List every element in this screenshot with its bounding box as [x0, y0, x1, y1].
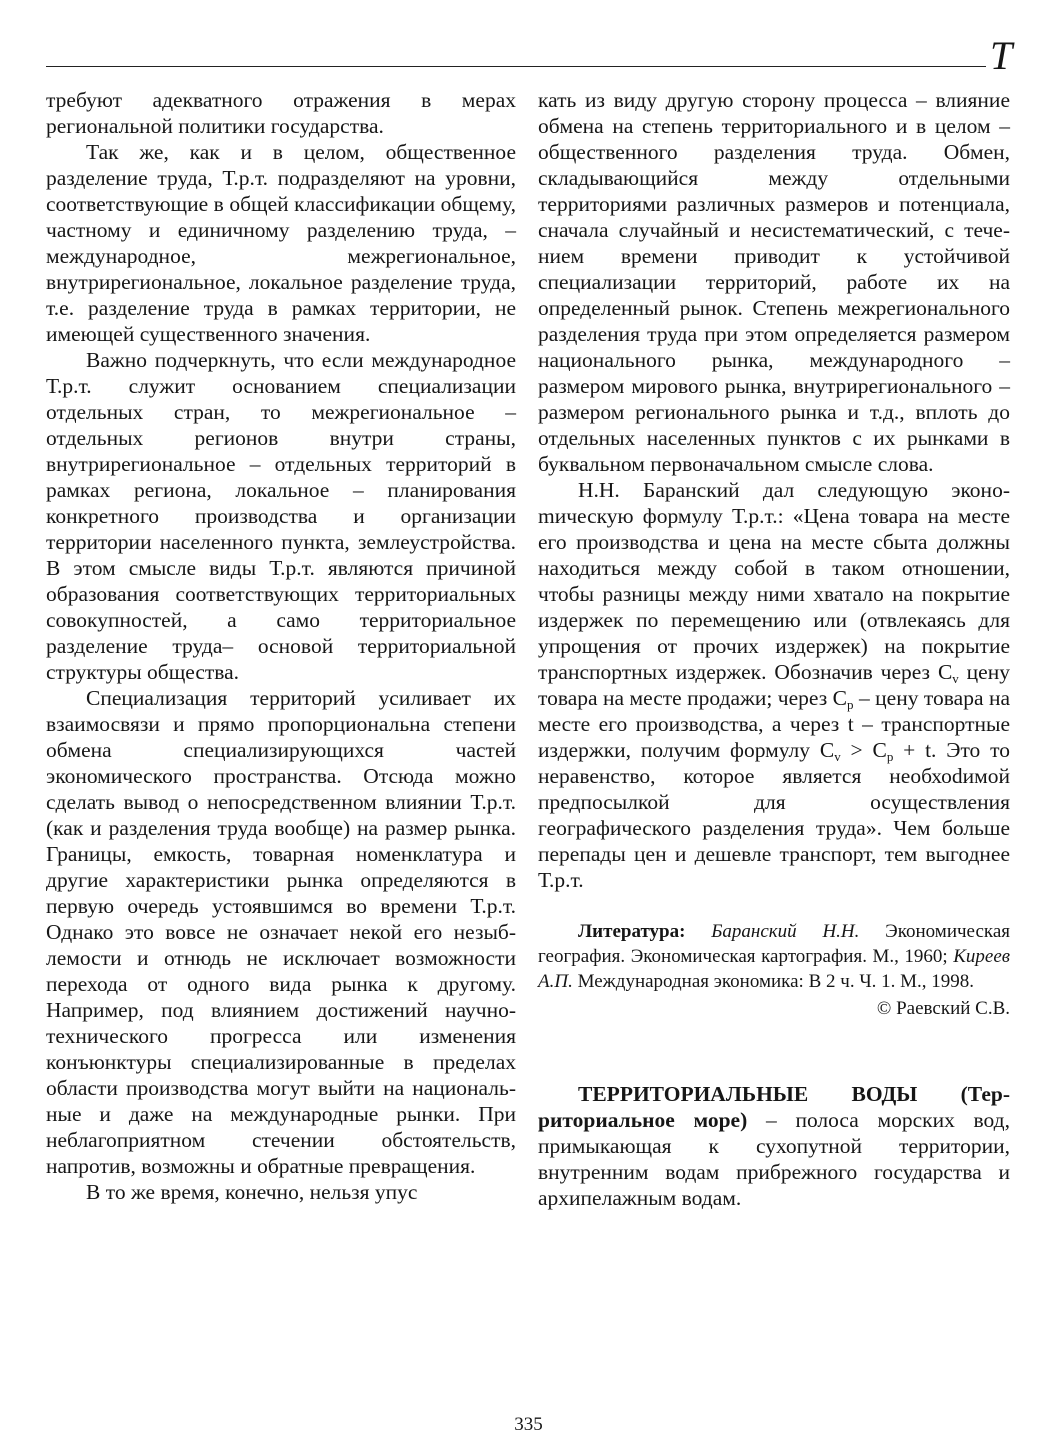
subscript: v: [952, 671, 959, 686]
text-run: > С: [840, 738, 887, 762]
header-rule: [46, 66, 986, 67]
paragraph: В то же время, конечно, нельзя упус: [86, 1180, 418, 1204]
page-number: 335: [514, 1414, 543, 1435]
text-run: + t. Это то неравенство, которое является необхоdимой предпосылкой для осуществления географического разделения труда». Чем больше перепады цен и дешевле транспорт, тем выгоднее Т.р.т.: [538, 738, 1010, 892]
copyright: © Раевский С.В.: [876, 998, 1010, 1019]
formula-paragraph: [538, 477, 1010, 893]
paragraph: Так же, как и в целом, общественное разделение труда, Т.р.т. подразделяют на уровни, соответствующие в общей классификации общему, частному и единичному разделению труда, – международное, межрегиональное, внутрирегиональное, локальное разделение труда, т.е. разделение труда в рамках территории, не имеющей существенного значения.: [46, 140, 516, 346]
subscript: р: [886, 749, 894, 764]
subscript: р: [847, 697, 854, 712]
paragraph: Важно подчеркнуть, что если международное Т.р.т. служит основанием специализации отдельных стран, то межрегиональное – отдельных регионов внутри страны, внутрирегиональное – отдельных территорий в рамках региона, локальное – планирования конкретного производства и организации территории населенного пункта, землеустройства. В этом смысле виды Т.р.т. являются причиной образования соответствующих территориальных совокупностей, а само территориальное разделение труда– основой территориальной структуры общества.: [46, 348, 516, 684]
text-run: Н.Н. Баранский дал следующую эконоmическую формулу Т.р.т.: «Цена товара на месте его производства и цена на месте сбыта должны находиться между собой в таком отношении, чтобы разницы между ними хватало на покрытие издержек по перемещению или (отвлекаясь для упрощения от прочих издержек) на покрытие транспортных издержек. Обозначив через С: [538, 478, 1010, 684]
text-run: цену товара на месте продажи; через С: [538, 660, 1010, 710]
author: Баранский Н.Н.: [711, 921, 860, 942]
work: Экономическая география. Экономическая картография. М., 1960;: [538, 921, 1010, 967]
entry-definition: – полоса морских вод, примыкающая к сухопутной территории, внутренним водам прибрежного государства и архипелажным водам.: [538, 1108, 1010, 1210]
paragraph: требуют адекватного отражения в мерах региональной политики государства.: [46, 88, 516, 138]
literature-label: Литература:: [578, 921, 686, 942]
paragraph: кать из виду другую сторону процесса – влияние обмена на степень территориального и в целом – общественного разделения труда. Обмен, складывающийся между отдельными территориями различных размеров и потенциала, сначала случайный и несистематический, с течением времени приводит к устойчивой специализации территорий, работе их на определенный рынок. Степень межрегионального разделения труда при этом определяется размером национального рынка, международного – размером мирового рынка, внутрирегионального – размером регионального рынка и т.д., вплоть до отдельных населенных пунктов с их рынками в буквальном первоначальном смысле слова.: [538, 88, 1010, 476]
subscript: v: [834, 749, 841, 764]
section-letter: Т: [990, 33, 1013, 78]
literature: [538, 919, 1010, 994]
right-column: [538, 87, 1010, 1211]
work: Международная экономика: В 2 ч. Ч. 1. М., 1998.: [572, 971, 975, 992]
paragraph: Специализация территорий усиливает их взаимосвязи и прямо пропорциональна степени обмена специализирующихся частей экономического пространства. Отсюда можно сделать вывод о непосредственном влиянии Т.р.т. (как и разделения труда вообще) на размер рынка. Границы, емкость, товарная номенклатура и другие характеристики рынка определяются в первую очередь устоявшимся во времени Т.р.т. Однако это вовсе не означает некой его незыблемости и отнюдь не исключает возможности перехода от одного вида рынка к другому. Например, под влиянием достижений научно-технического прогресса или изменения конъюнктуры специализированные в пределах области производства могут выйти на национальные и даже на международные рынки. При неблагоприятном стечении обстоятельств, напротив, возможны и обратные превращения.: [46, 686, 516, 1178]
entry-term: ТЕРРИТОРИАЛЬНЫЕ ВОДЫ (Территориальное море): [538, 1082, 1010, 1132]
author: Киреев А.П.: [538, 946, 1010, 992]
left-column: [46, 87, 516, 1205]
text-run: – цену товара на месте его производства, а через t – транспортные издержки, получим формулу С: [538, 686, 1010, 762]
dictionary-entry: [538, 1081, 1010, 1211]
